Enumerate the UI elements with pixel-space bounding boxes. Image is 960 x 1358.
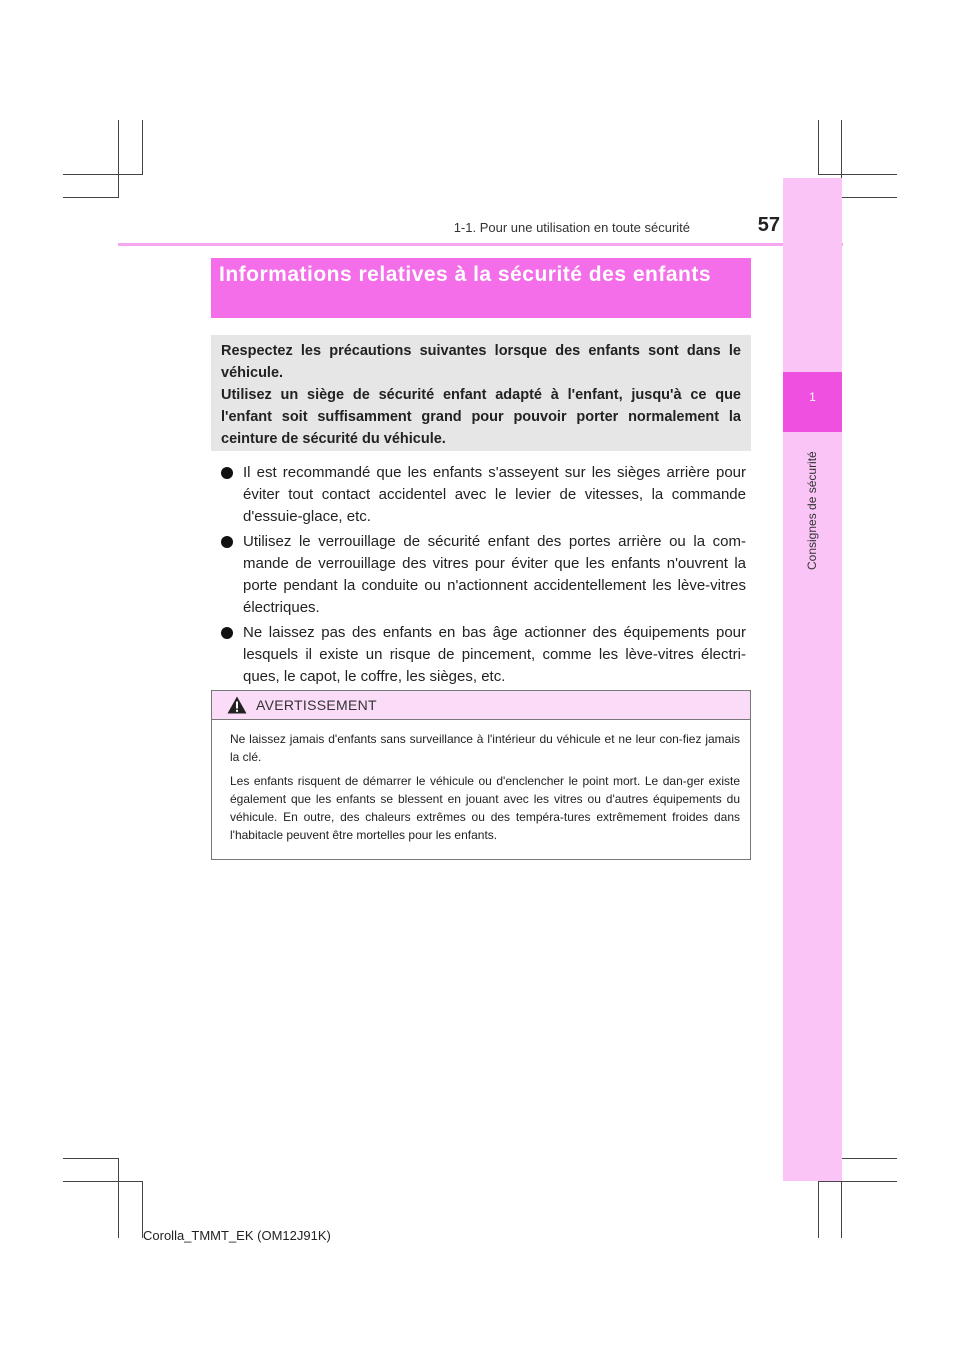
crop-mark	[118, 120, 119, 198]
page-number: 57	[757, 214, 780, 236]
crop-mark	[841, 197, 897, 198]
chapter-name-container	[783, 440, 842, 570]
warning-title: AVERTISSEMENT	[256, 697, 377, 713]
crop-mark	[63, 174, 143, 175]
intro-paragraph: Utilisez un siège de sécurité enfant adapté à l'enfant, jusqu'à ce que l'enfant soit suffisamment grand pour pouvoir porter normalement la ceinture de sécurité du véhicule.	[221, 387, 741, 447]
crop-mark	[818, 120, 819, 175]
warning-paragraph: Ne laissez jamais d'enfants sans surveillance à l'intérieur du véhicule et ne leur con-fiez jamais la clé.	[230, 732, 740, 764]
chapter-side-tab	[783, 178, 842, 1181]
bullet-text: Il est recommandé que les enfants s'asseyent sur les sièges arrière pour éviter tout contact accidentel avec le levier de vitesses, la commande d'essuie-glace, etc.	[243, 464, 746, 525]
bullet-list	[211, 462, 751, 688]
chapter-name: Consignes de sécurité	[805, 451, 819, 570]
bullet-dot-icon	[221, 627, 233, 639]
bullet-item	[211, 531, 751, 619]
chapter-number: 1	[809, 390, 816, 404]
crop-mark	[818, 1181, 819, 1238]
header-divider	[118, 243, 843, 246]
warning-triangle-icon	[227, 696, 247, 714]
warning-paragraph: Les enfants risquent de démarrer le véhicule ou d'enclencher le point mort. Le dan-ger existe également que les enfants se blessent en jouant avec les vitres ou d'autres équipements du véhicule. En outre, des chaleurs extrêmes ou des tempéra-tures extrêmement froides dans l'habitacle peuvent être mortelles pour les enfants.	[230, 774, 740, 842]
bullet-item	[211, 622, 751, 688]
crop-mark	[841, 1158, 897, 1159]
warning-header	[212, 691, 750, 720]
bullet-dot-icon	[221, 536, 233, 548]
warning-box	[211, 690, 751, 860]
intro-box	[211, 335, 751, 451]
section-title: Informations relatives à la sécurité des enfants	[211, 258, 751, 318]
crop-mark	[63, 197, 119, 198]
crop-mark	[118, 1158, 119, 1238]
bullet-item	[211, 462, 751, 528]
crop-mark	[818, 174, 897, 175]
footer-document-code: Corolla_TMMT_EK (OM12J91K)	[143, 1228, 331, 1243]
intro-paragraph: Respectez les précautions suivantes lorsque des enfants sont dans le véhicule.	[221, 343, 741, 381]
crop-mark	[818, 1181, 897, 1182]
warning-body	[212, 720, 750, 844]
crop-mark	[63, 1181, 143, 1182]
header-title: 1-1. Pour une utilisation en toute sécurité	[453, 220, 690, 235]
bullet-text: Utilisez le verrouillage de sécurité enfant des portes arrière ou la com-mande de verrouillage des vitres pour éviter que les enfants n'ouvrent la porte pendant la conduite ou n'actionnent accidentellement les lève-vitres électriques.	[243, 533, 746, 616]
crop-mark	[142, 120, 143, 175]
crop-mark	[63, 1158, 119, 1159]
bullet-dot-icon	[221, 467, 233, 479]
bullet-text: Ne laissez pas des enfants en bas âge actionner des équipements pour lesquels il existe un risque de pincement, comme les lève-vitres électri-ques, le capot, le coffre, les sièges, etc.	[243, 624, 746, 685]
